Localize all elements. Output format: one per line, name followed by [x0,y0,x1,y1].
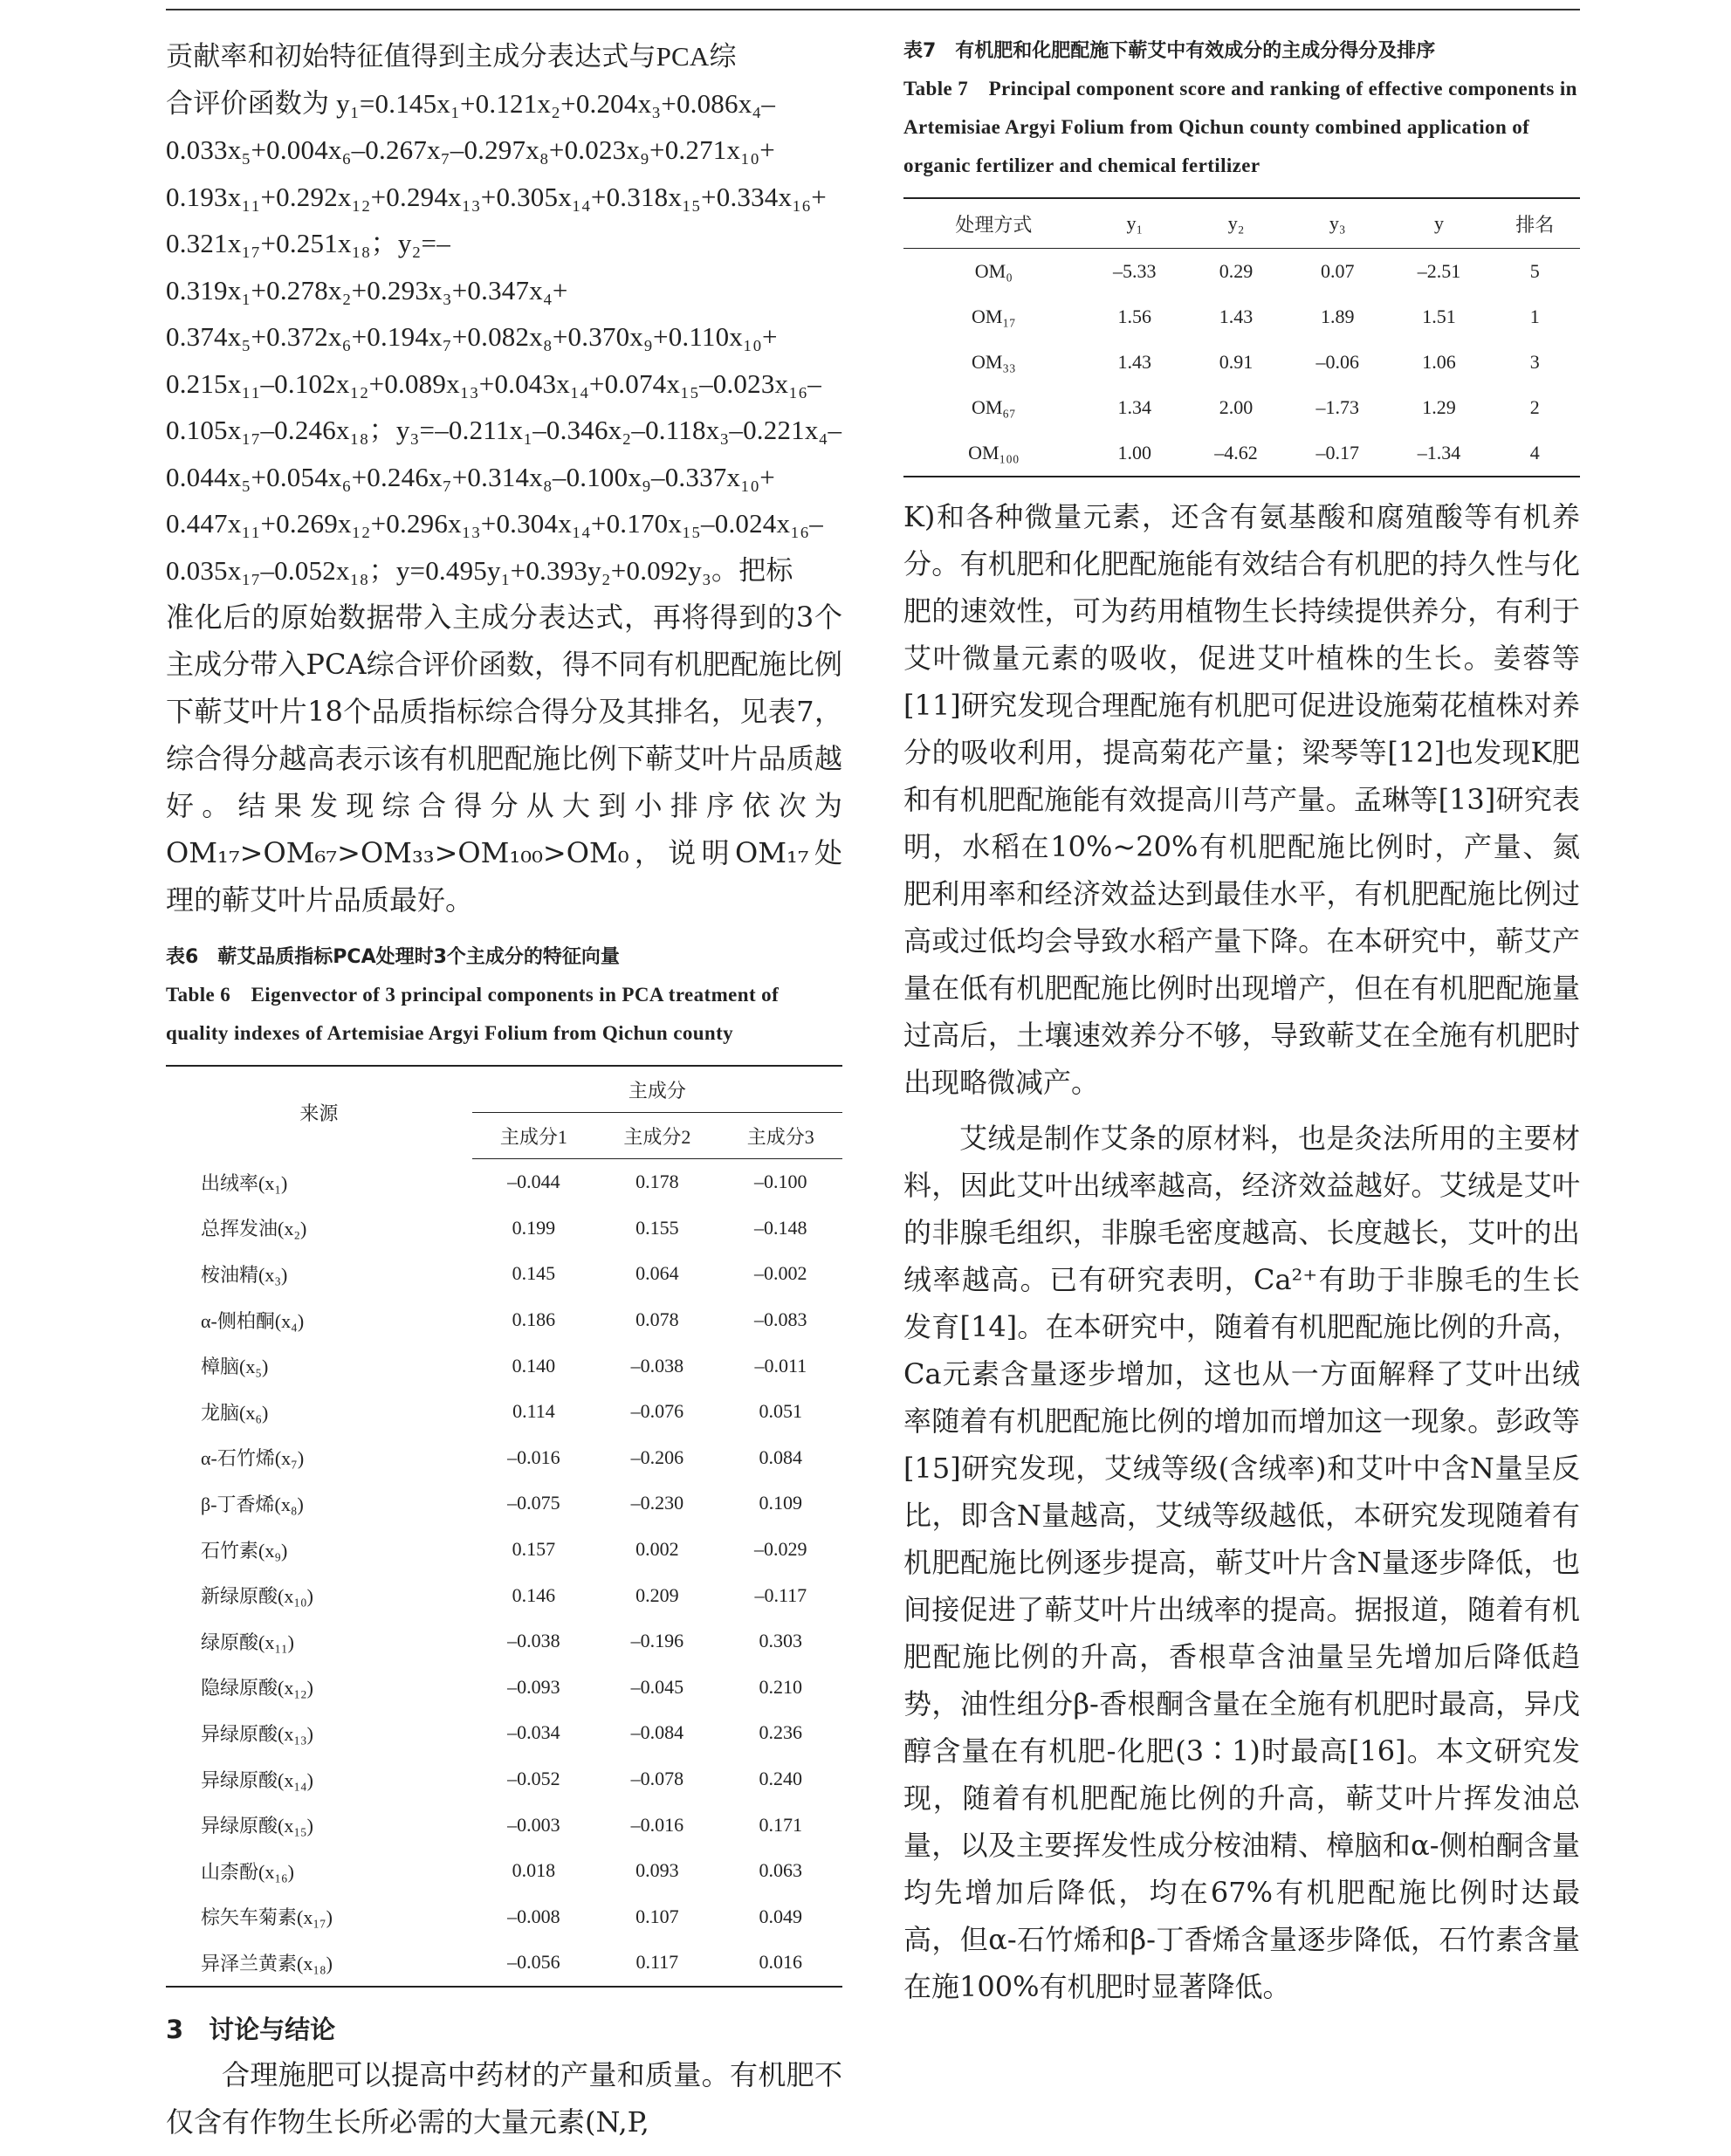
table6-cell: 0.117 [635,1951,679,1974]
table6-body [166,1159,842,1987]
body-paragraph: 艾绒是制作艾条的原材料，也是灸法所用的主要材料，因此艾叶出绒率越高，经济效益越好。艾绒是艾叶的非腺毛组织，非腺毛密度越高、长度越长，艾叶的出绒率越高。已有研究表明，Ca²⁺有助于非腺毛的生长发育[14]。在本研究中，随着有机肥配施比例的升高，Ca元素含量逐步增加，这也从一方面解释了艾叶出绒率随着有机肥配施比例的增加而增加这一现象。彭政等[15]研究发现，艾绒等级(含绒率)和艾叶中含N量呈反比，即含N量越高，艾绒等级越低，本研究发现随着有机肥配施比例逐步提高，蕲艾叶片含N量逐步降低，也间接促进了蕲艾叶片出绒率的提高。据报道，随着有机肥配施比例的升高，香根草含油量呈先增加后降低趋势，油性组分β-香根酮含量在全施有机肥时最高，异戊醇含量在有机肥-化肥(3∶1)时最高[16]。本文研究发现，随着有机肥配施比例的升高，蕲艾叶片挥发油总量，以及主要挥发性成分桉油精、樟脑和α-侧柏酮含量均先增加后降低，均在67%有机肥配施比例时达最高，但α-石竹烯和β-丁香烯含量逐步降低，石竹素含量在施100%有机肥时显著降低。 [903,1122,1580,2003]
formula-line: 合评价函数为 y₁=0.145x₁+0.121x₂+0.204x₃+0.086x₄– [166,87,776,119]
formula-line: 0.374x₅+0.372x₆+0.194x₇+0.082x₈+0.370x₉+0.110x₁₀+ [166,321,778,352]
section-title: 3 讨论与结论 [166,2014,336,2044]
table-row [903,294,1580,340]
table-row [166,1342,842,1389]
table6-cell: 0.049 [759,1905,803,1927]
table6-header-group: 主成分 [472,1066,842,1113]
formula-line: 0.447x₁₁+0.269x₁₂+0.296x₁₃+0.304x₁₄+0.170x₁₅–0.024x₁₆– [166,508,823,539]
table7-cell: 1.43 [1219,306,1254,327]
table6-cell: 0.016 [759,1951,803,1974]
table6-cell: 0.240 [759,1768,803,1790]
table6-cell: –0.078 [630,1768,684,1790]
table-row [166,1572,842,1618]
table6-cell: 0.114 [512,1400,555,1423]
table6-cell: –0.117 [754,1583,807,1606]
table7-cell: –0.17 [1315,442,1359,463]
table6-cell: 0.078 [635,1308,679,1331]
table7 [903,197,1580,477]
table6-cell: 0.157 [512,1538,556,1561]
table6-cell: –0.196 [630,1630,684,1652]
table7-header: y₂ [1185,198,1287,249]
table-row [903,340,1580,385]
table-row [903,249,1580,295]
table-row [166,1665,842,1711]
table7-cell: 0.91 [1219,351,1254,373]
table6-cell: 0.171 [759,1813,803,1836]
table6-row-name: 异绿原酸(x₁₃) [201,1722,313,1745]
table6-header-col: 主成分3 [719,1113,842,1159]
table6-row-name: 龙脑(x₆) [201,1401,269,1424]
table6-cell: –0.008 [507,1905,560,1927]
table7-cell: OM₆₇ [971,396,1016,418]
table7-cell: 2.00 [1219,396,1254,418]
table7-header: 处理方式 [903,198,1084,249]
table6 [166,1065,842,1988]
table6-cell: –0.206 [630,1445,684,1468]
table7-cell: –5.33 [1113,260,1157,282]
table7-cell: 1.00 [1117,442,1152,463]
table7-caption [903,33,1580,185]
table-row [166,1710,842,1756]
table6-row-name: 桉油精(x₃) [201,1263,288,1286]
table6-row-name: 隐绿原酸(x₁₂) [201,1677,313,1699]
table6-cell: –0.075 [507,1492,560,1514]
table-row [166,1848,842,1894]
formula-line: 0.105x₁₇–0.246x₁₈；y₃=–0.211x₁–0.346x₂–0.118x₃–0.221x₄– [166,415,842,445]
table6-cell: 0.018 [512,1859,556,1882]
body-paragraph: K)和各种微量元素，还含有氨基酸和腐殖酸等有机养分。有机肥和化肥配施能有效结合有机肥的持久性与化肥的速效性，可为药用植物生长持续提供养分，有利于艾叶微量元素的吸收，促进艾叶植株的生长。姜蓉等[11]研究发现合理配施有机肥可促进设施菊花植株对养分的吸收利用，提高菊花产量；梁琴等[12]也发现K肥和有机肥配施能有效提高川芎产量。孟琳等[13]研究表明，水稻在10%~20%有机肥配施比例时，产量、氮肥利用率和经济效益达到最佳水平，有机肥配施比例过高或过低均会导致水稻产量下降。在本研究中，蕲艾产量在低有机肥配施比例时出现增产，但在有机肥配施量过高后，土壤速效养分不够，导致蕲艾在全施有机肥时出现略微减产。 [903,500,1580,1099]
table7-caption-en: Table 7 Principal component score and ranking of effective components in Artemisiae Argyi Folium from Qichun county combined application of organic fertilizer and chemical fertilizer [903,78,1577,176]
table7-cell: 1.89 [1321,306,1355,327]
table6-row-name: β-丁香烯(x₈) [201,1493,304,1515]
table6-row-name: 异泽兰黄素(x₁₈) [201,1952,333,1974]
table7-header: y [1388,198,1489,249]
table6-cell: –0.038 [507,1630,560,1652]
table6-cell: –0.029 [754,1538,807,1561]
table6-cell: 0.107 [635,1905,679,1927]
table6-cell: 0.146 [512,1583,556,1606]
table6-cell: –0.052 [507,1768,560,1790]
table6-cell: 0.064 [635,1262,679,1285]
table-row [166,1756,842,1802]
table7-header: y₁ [1084,198,1185,249]
table6-row-name: 绿原酸(x₁₁) [201,1631,294,1653]
table6-cell: 0.186 [512,1308,556,1331]
table6-caption-cn: 表6 蕲艾品质指标PCA处理时3个主成分的特征向量 [166,946,620,968]
formula-line: 0.193x₁₁+0.292x₁₂+0.294x₁₃+0.305x₁₄+0.318x₁₅+0.334x₁₆+ [166,181,827,212]
left-column [166,33,842,2146]
table-row [166,1297,842,1343]
table-row [166,1205,842,1252]
table6-cell: 0.084 [759,1445,803,1468]
table7-cell: OM₁₀₀ [968,442,1020,463]
table-row [166,1802,842,1848]
table7-cell: 5 [1529,260,1540,282]
table6-row-name: 新绿原酸(x₁₀) [201,1585,313,1608]
table7-cell: 2 [1529,396,1540,418]
table6-cell: –0.083 [754,1308,807,1331]
table6-caption-en: Table 6 Eigenvector of 3 principal components in PCA treatment of quality indexes of Artemisiae Argyi Folium from Qichun county [166,984,780,1044]
table6-cell: 0.209 [635,1583,679,1606]
table7-cell: 1 [1529,306,1540,327]
table6-cell: 0.145 [512,1262,556,1285]
table6-cell: –0.034 [507,1721,560,1744]
table6-cell: 0.303 [759,1630,803,1652]
formula-line: 0.033x₅+0.004x₆–0.267x₇–0.297x₈+0.023x₉+0.271x₁₀+ [166,134,775,165]
table7-header: y₃ [1287,198,1388,249]
table-row [166,1527,842,1573]
table6-cell: 0.210 [759,1675,803,1698]
table6-cell: –0.230 [630,1492,684,1514]
table6-row-name: 棕矢车菊素(x₁₇) [201,1906,333,1929]
table-row [166,1435,842,1481]
formula-block [166,33,842,594]
table7-cell: –0.06 [1315,351,1359,373]
body-paragraph: 准化后的原始数据带入主成分表达式，再将得到的3个主成分带入PCA综合评价函数，得不同有机肥配施比例下蕲艾叶片18个品质指标综合得分及其排名，见表7，综合得分越高表示该有机肥配施比例下蕲艾叶片品质越好。结果发现综合得分从大到小排序依次为OM₁₇>OM₆₇>OM₃₃>OM₁₀₀>OM₀，说明OM₁₇处理的蕲艾叶片品质最好。 [166,601,842,917]
formula-line: 0.044x₅+0.054x₆+0.246x₇+0.314x₈–0.100x₉–0.337x₁₀+ [166,461,775,492]
table6-cell: –0.011 [754,1354,807,1377]
table6-cell: 0.140 [512,1354,556,1377]
table6-cell: 0.093 [635,1859,679,1882]
table6-cell: –0.044 [507,1171,560,1193]
table7-cell: 1.56 [1117,306,1152,327]
table6-cell: –0.100 [754,1171,807,1193]
table6-cell: –0.093 [507,1675,560,1698]
table6-cell: –0.038 [630,1354,684,1377]
table7-cell: 0.29 [1219,260,1254,282]
table7-body [903,249,1580,477]
table7-cell: 4 [1529,442,1540,463]
body-paragraph: 合理施肥可以提高中药材的产量和质量。有机肥不仅含有作物生长所必需的大量元素(N,P, [166,2057,842,2139]
table6-cell: 0.051 [759,1400,803,1423]
table6-cell: –0.016 [630,1813,684,1836]
header-rule [166,9,1580,10]
table7-cell: 1.34 [1117,396,1152,418]
table7-cell: –1.73 [1315,396,1359,418]
formula-line: 贡献率和初始特征值得到主成分表达式与PCA综 [166,41,737,72]
table6-cell: –0.003 [507,1813,560,1836]
table-row [166,1159,842,1205]
formula-line: 0.215x₁₁–0.102x₁₂+0.089x₁₃+0.043x₁₄+0.074x₁₅–0.023x₁₆– [166,367,821,399]
table-row [903,385,1580,430]
table6-cell: 0.178 [635,1171,679,1193]
table6-cell: –0.056 [507,1951,560,1974]
table7-cell: 1.29 [1422,396,1456,418]
table7-cell: OM₃₃ [971,351,1016,373]
table6-cell: 0.109 [759,1492,803,1514]
table7-cell: –4.62 [1214,442,1258,463]
table6-cell: –0.076 [630,1400,684,1423]
table6-cell: –0.084 [630,1721,684,1744]
table-row [166,1618,842,1665]
table6-cell: 0.236 [759,1721,803,1744]
table6-row-name: 异绿原酸(x₁₅) [201,1815,313,1837]
table7-cell: 1.43 [1117,351,1152,373]
table6-header-col: 主成分1 [472,1113,595,1159]
table7-cell: 0.07 [1321,260,1355,282]
table7-cell: 3 [1529,351,1540,373]
table6-row-name: 出绒率(x₁) [201,1171,288,1194]
table7-header: 排名 [1490,198,1580,249]
formula-line: 0.035x₁₇–0.052x₁₈；y=0.495y₁+0.393y₂+0.092y₃。把标 [166,554,793,586]
table6-cell: 0.199 [512,1216,556,1239]
table6-cell: –0.148 [754,1216,807,1239]
table6-cell: 0.063 [759,1859,803,1882]
table7-cell: 1.51 [1422,306,1456,327]
formula-line: 0.321x₁₇+0.251x₁₈；y₂=–0.319x₁+0.278x₂+0.293x₃+0.347x₄+ [166,228,568,306]
table-row [166,1389,842,1435]
table6-cell: –0.016 [507,1445,560,1468]
table6-header-source: 来源 [299,1102,339,1125]
table7-cell: 1.06 [1422,351,1456,373]
table6-cell: –0.045 [630,1675,684,1698]
table-row [166,1940,842,1987]
table6-row-name: 樟脑(x₅) [201,1356,269,1378]
table6-cell: –0.002 [754,1262,807,1285]
table6-header-col: 主成分2 [595,1113,718,1159]
table-row [166,1894,842,1940]
table6-row-name: α-侧柏酮(x₄) [201,1309,305,1332]
table7-cell: –2.51 [1417,260,1461,282]
table6-cell: 0.002 [635,1538,679,1561]
table6-row-name: 总挥发油(x₂) [201,1218,307,1240]
right-column [903,33,1580,2010]
table-row [903,430,1580,477]
table7-cell: OM₀ [974,260,1013,282]
table-row [166,1251,842,1297]
table6-row-name: 石竹素(x₉) [201,1539,288,1562]
table6-cell: 0.155 [635,1216,679,1239]
table6-row-name: α-石竹烯(x₇) [201,1447,305,1470]
table7-caption-cn: 表7 有机肥和化肥配施下蕲艾中有效成分的主成分得分及排序 [903,40,1436,62]
table7-cell: –1.34 [1417,442,1461,463]
table6-row-name: 山柰酚(x₁₆) [201,1860,294,1883]
table6-caption [166,939,842,1053]
table-row [166,1480,842,1527]
table7-cell: OM₁₇ [971,306,1016,327]
table6-row-name: 异绿原酸(x₁₄) [201,1768,313,1791]
